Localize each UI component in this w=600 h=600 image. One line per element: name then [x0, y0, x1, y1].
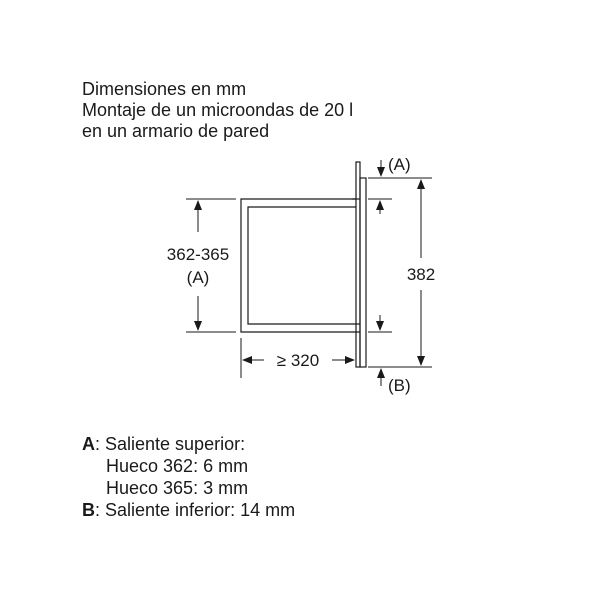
legend-text-b: : Saliente inferior: 14 mm: [95, 500, 296, 520]
height-left-value: 362-365: [166, 245, 230, 264]
cabinet-niche: [241, 199, 360, 332]
height-left-ref: (A): [186, 268, 210, 287]
label-a-top: (A): [388, 155, 411, 174]
legend-row-b: [82, 499, 295, 521]
legend-row-a: [82, 433, 295, 455]
label-b-bottom: (B): [388, 376, 411, 395]
header-line-subtitle: en un armario de pared: [82, 121, 270, 141]
legend: [82, 433, 295, 521]
height-dimension-left: [186, 199, 236, 332]
header-line-title: Montaje de un microondas de 20 l: [82, 100, 354, 120]
height-right-value: 382: [406, 265, 436, 284]
legend-sub-a2: Hueco 365: 3 mm: [106, 478, 249, 498]
front-frame: [356, 162, 366, 367]
legend-key-b: B: [82, 500, 95, 520]
header-line-units: Dimensiones en mm: [82, 79, 247, 99]
legend-key-a: A: [82, 434, 95, 454]
depth-value: ≥ 320: [276, 351, 320, 370]
inner-clearance-arrows: [368, 199, 392, 332]
legend-text-a: : Saliente superior:: [95, 434, 246, 454]
legend-sub-a1: Hueco 362: 6 mm: [106, 456, 249, 476]
